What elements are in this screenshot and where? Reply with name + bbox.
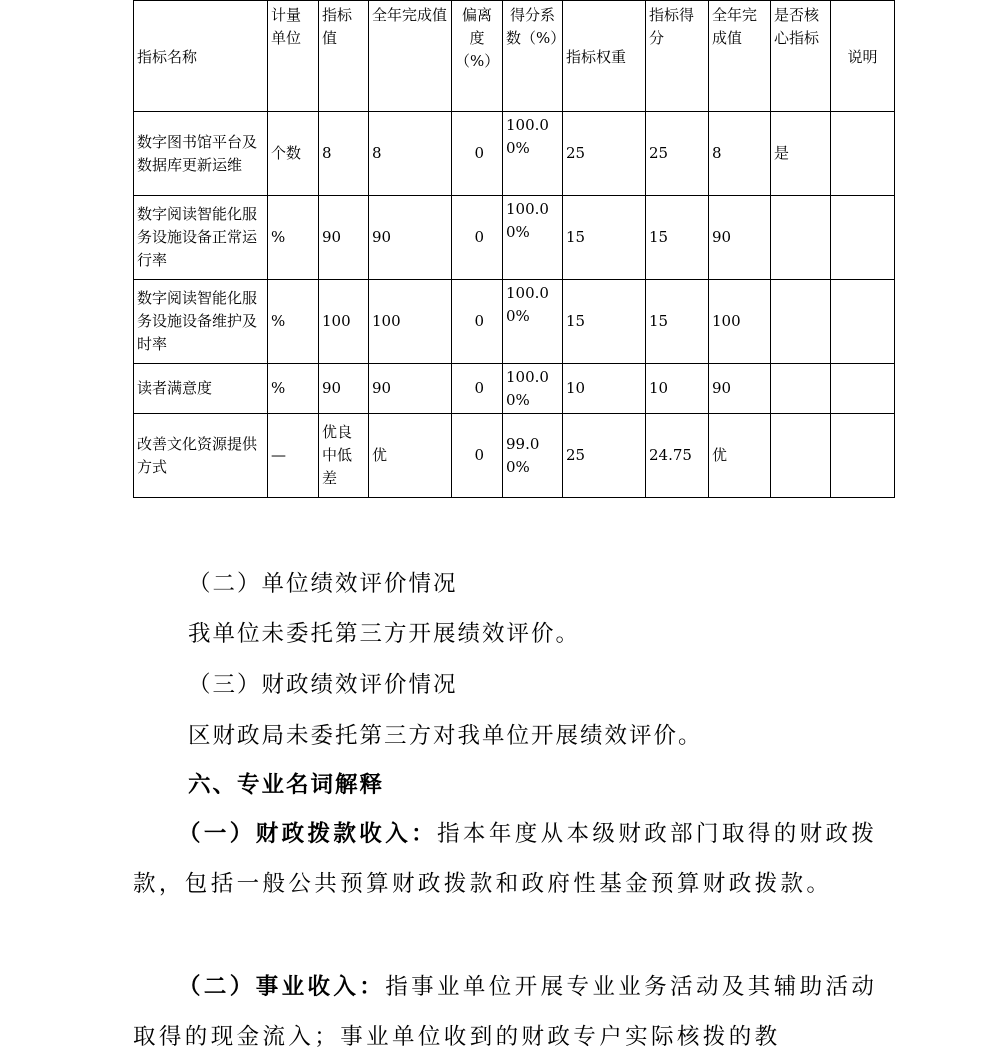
term-business-income-label: （二）事业收入： [178,974,386,1000]
cell-target-value: 8 [319,112,369,196]
table-row [134,364,895,414]
cell-unit: % [268,364,319,414]
header-score: 指标得分 [646,1,709,112]
cell-unit: % [268,196,319,280]
cell-deviation: 0 [452,112,503,196]
cell-notes [831,112,895,196]
term-fiscal-appropriation-text: 指本年度从本级财政部门取得的财政拨款，包括一般公共预算财政拨款和政府性基金预算财政拨款。 [133,821,878,897]
glossary-heading: 六、专业名词解释 [188,772,385,798]
cell-unit: 个数 [268,112,319,196]
cell-weight: 25 [563,112,646,196]
cell-notes [831,364,895,414]
unit-eval-text: 我单位未委托第三方开展绩效评价。 [188,621,581,647]
cell-unit: % [268,280,319,364]
cell-unit: — [268,414,319,498]
table-row [134,280,895,364]
performance-table [133,0,895,498]
cell-annual-actual-2: 90 [709,196,771,280]
cell-weight: 25 [563,414,646,498]
header-weight: 指标权重 [563,1,646,112]
cell-target-value: 100 [319,280,369,364]
term-fiscal-appropriation [133,809,883,909]
cell-indicator-name: 数字阅读智能化服务设施设备维护及时率 [134,280,268,364]
header-annual-actual: 全年完成值 [369,1,452,112]
cell-target-value: 90 [319,196,369,280]
cell-score-coef: 100.00% [503,280,563,364]
cell-indicator-name: 读者满意度 [134,364,268,414]
cell-indicator-name: 数字图书馆平台及数据库更新运维 [134,112,268,196]
cell-weight: 15 [563,280,646,364]
cell-weight: 10 [563,364,646,414]
cell-annual-actual-2: 100 [709,280,771,364]
cell-annual-actual: 90 [369,196,452,280]
cell-annual-actual: 100 [369,280,452,364]
cell-score-coef: 99.00% [503,414,563,498]
finance-eval-heading: （三）财政绩效评价情况 [188,672,458,698]
cell-weight: 15 [563,196,646,280]
header-unit: 计量单位 [268,1,319,112]
cell-score: 15 [646,196,709,280]
cell-core-indicator [771,196,831,280]
cell-annual-actual-2: 8 [709,112,771,196]
cell-score: 24.75 [646,414,709,498]
cell-score-coef: 100.00% [503,364,563,414]
term-fiscal-appropriation-label: （一）财政拨款收入： [178,821,438,847]
cell-score: 10 [646,364,709,414]
cell-deviation: 0 [452,280,503,364]
cell-notes [831,414,895,498]
cell-core-indicator: 是 [771,112,831,196]
header-target-value: 指标值 [319,1,369,112]
cell-score: 25 [646,112,709,196]
cell-score-coef: 100.00% [503,112,563,196]
cell-annual-actual: 90 [369,364,452,414]
header-deviation: 偏离度（%） [452,1,503,112]
cell-deviation: 0 [452,196,503,280]
cell-score: 15 [646,280,709,364]
cell-notes [831,196,895,280]
cell-annual-actual-2: 90 [709,364,771,414]
cell-core-indicator [771,364,831,414]
finance-eval-text: 区财政局未委托第三方对我单位开展绩效评价。 [188,723,703,749]
unit-eval-heading: （二）单位绩效评价情况 [188,571,458,597]
header-annual-actual-2: 全年完成值 [709,1,771,112]
term-business-income-text: 指事业单位开展专业业务活动及其辅助活动取得的现金流入；事业单位收到的财政专户实际核拨的教 [133,974,878,1050]
cell-deviation: 0 [452,414,503,498]
table-header-row [134,1,895,112]
table-row [134,414,895,498]
cell-deviation: 0 [452,364,503,414]
cell-annual-actual: 优 [369,414,452,498]
table-row [134,112,895,196]
cell-annual-actual: 8 [369,112,452,196]
cell-target-value: 90 [319,364,369,414]
cell-indicator-name: 数字阅读智能化服务设施设备正常运行率 [134,196,268,280]
cell-core-indicator [771,414,831,498]
cell-notes [831,280,895,364]
cell-indicator-name: 改善文化资源提供方式 [134,414,268,498]
cell-score-coef: 100.00% [503,196,563,280]
header-score-coef: 得分系数（%） [503,1,563,112]
cell-annual-actual-2: 优 [709,414,771,498]
table-row [134,196,895,280]
term-business-income [133,962,883,1062]
cell-core-indicator [771,280,831,364]
header-core-indicator: 是否核心指标 [771,1,831,112]
header-indicator-name: 指标名称 [134,1,268,112]
header-notes: 说明 [831,1,895,112]
cell-target-value: 优良中低差 [319,414,369,498]
